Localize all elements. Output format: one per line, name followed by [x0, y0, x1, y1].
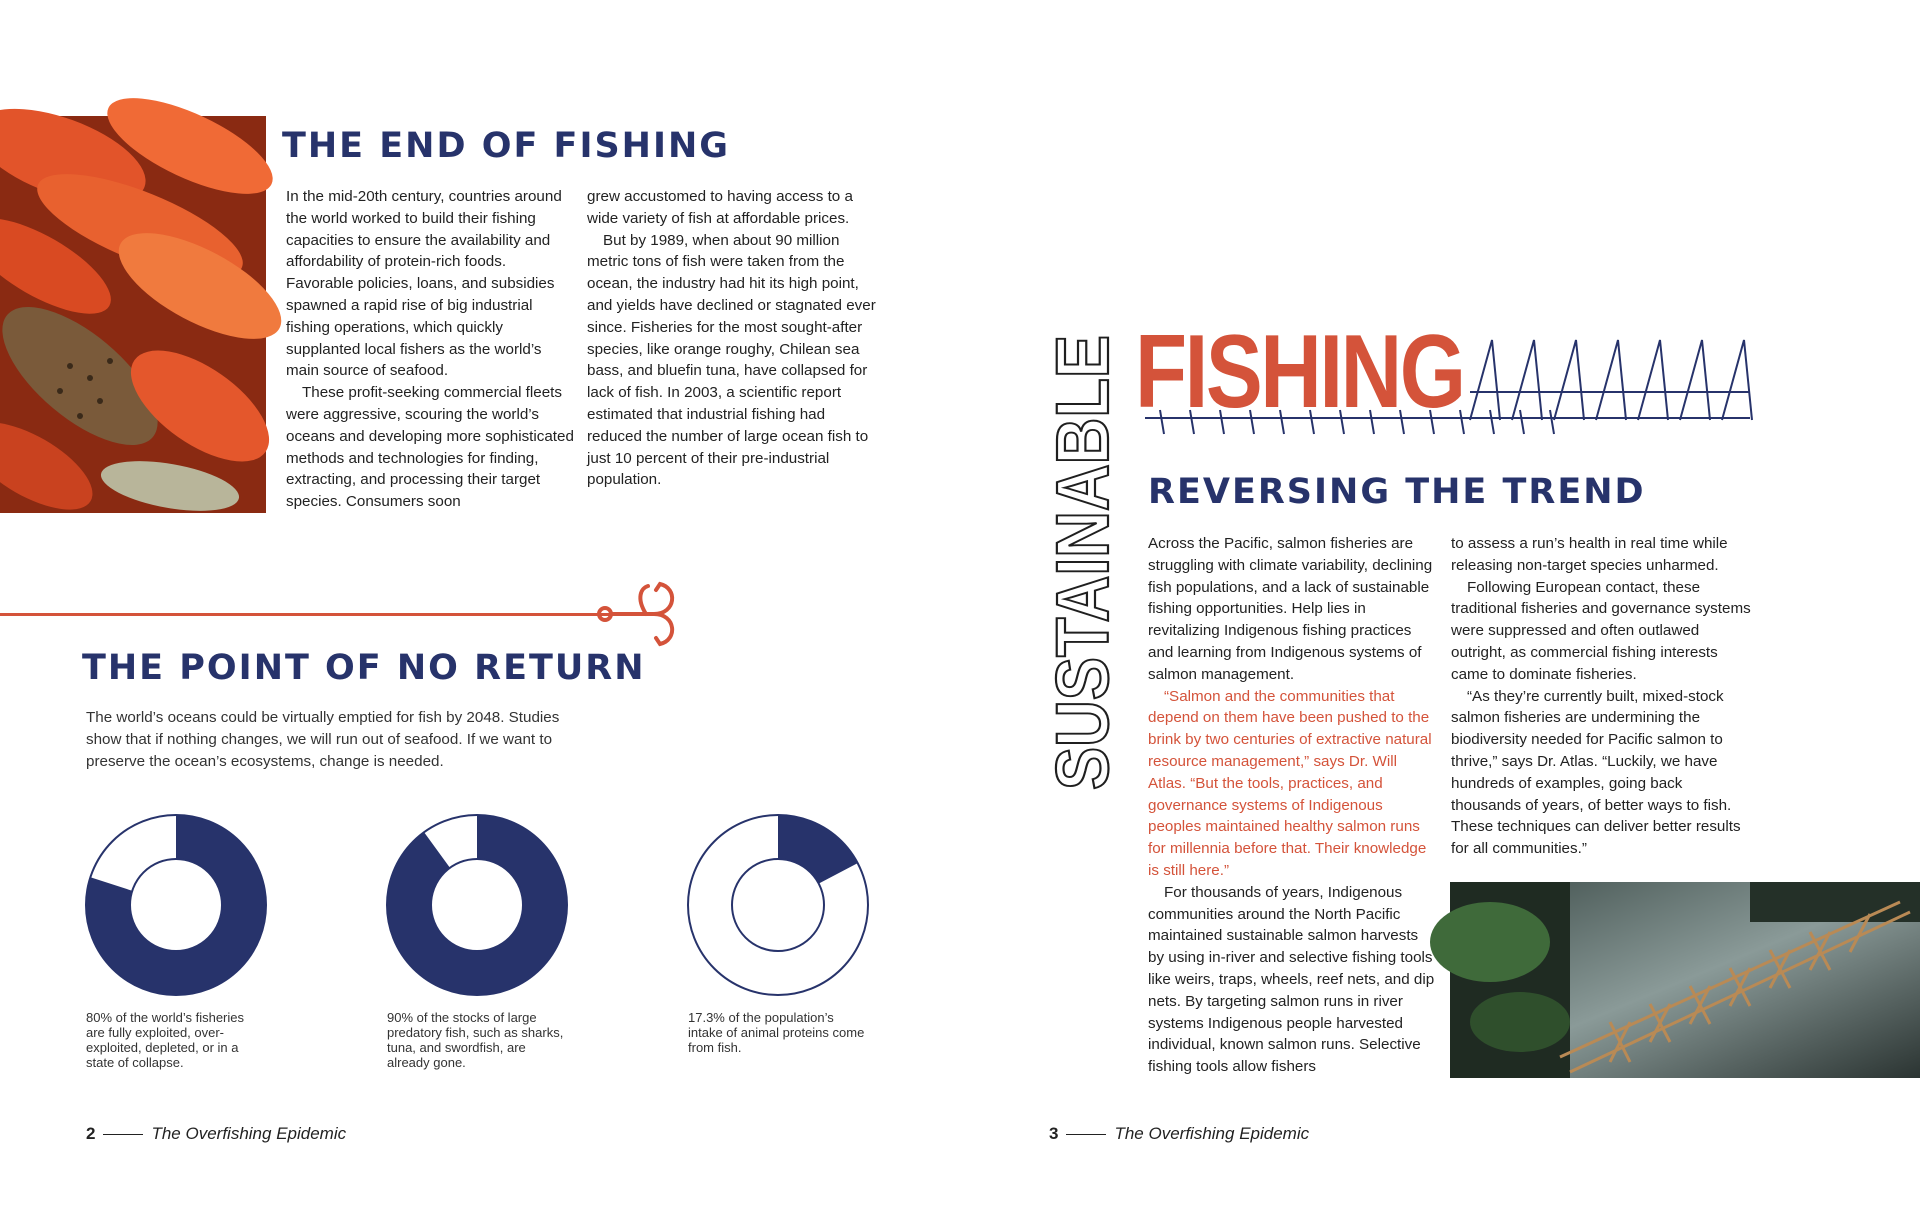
- net-peak-line: [1596, 340, 1626, 420]
- page-folio-right: [1049, 1124, 1309, 1144]
- net-drop-line: [1340, 410, 1344, 434]
- folio-rule: [1066, 1134, 1106, 1135]
- paragraph: to assess a run’s health in real time while releasing non-target species unharmed.: [1451, 535, 1728, 574]
- net-peak-line: [1470, 340, 1500, 420]
- net-drop-line: [1370, 410, 1374, 434]
- folio-rule: [103, 1134, 143, 1135]
- net-drop-line: [1550, 410, 1554, 434]
- point-of-no-return-intro: The world’s oceans could be virtually emptied for fish by 2048. Studies show that if nothing changes, we will run out of seafood. If we want to preserve the ocean’s ecosystems, change is needed.: [86, 709, 560, 770]
- running-title: The Overfishing Epidemic: [151, 1124, 347, 1143]
- net-drop-line: [1220, 410, 1224, 434]
- fishing-line-divider: [0, 613, 610, 616]
- page-number: 2: [86, 1124, 96, 1143]
- paragraph: These profit-seeking commercial fleets were aggressive, scouring the world’s oceans and developing more sophisticated methods and technologies for finding, extracting, and processing their target species. Consumers soon: [286, 384, 574, 511]
- stat-caption-fisheries: 80% of the world’s fisheries are fully exploited, over-exploited, depleted, or in a state of collapse.: [86, 1010, 245, 1070]
- page-number: 3: [1049, 1124, 1059, 1143]
- donut-chart-protein-from-fish: [686, 813, 870, 997]
- net-drop-line: [1190, 410, 1194, 434]
- pull-quote: “Salmon and the communities that depend on them have been pushed to the brink by two centuries of extractive natural resource management,” says Dr. Will Atlas. “But the tools, practices, and governance systems of Indigenous peoples maintained healthy salmon runs for millennia before that. Their knowledge is still here.”: [1148, 687, 1432, 879]
- paragraph: But by 1989, when about 90 million metric tons of fish were taken from the ocean, the industry had hit its high point, and yields have declined or stagnated ever since. Fisheries for the most sought-after species, like orange roughy, Chilean sea bass, and bluefin tuna, have collapsed for lack of fish. In 2003, a scientific report estimated that industrial fishing had reduced the number of large ocean fish to just 10 percent of their pre-industrial population.: [587, 231, 876, 489]
- stat-caption-protein: 17.3% of the population’s intake of animal proteins come from fish.: [688, 1010, 865, 1055]
- net-drop-line: [1520, 410, 1524, 434]
- treble-hook-icon: [596, 578, 688, 650]
- sustainable-vertical-title: [1041, 269, 1124, 790]
- net-peak-line: [1512, 340, 1542, 420]
- net-drop-line: [1280, 410, 1284, 434]
- end-of-fishing-column-1: [286, 186, 574, 513]
- page-folio-left: [86, 1124, 346, 1144]
- net-peak-line: [1638, 340, 1668, 420]
- net-drop-line: [1490, 410, 1494, 434]
- net-drop-line: [1250, 410, 1254, 434]
- reversing-column-1: [1148, 533, 1438, 1078]
- net-drop-line: [1400, 410, 1404, 434]
- fishing-net-graphic: [1140, 330, 1760, 440]
- sustainable-title-text: SUSTAINABLE: [1041, 269, 1124, 790]
- heading-end-of-fishing: THE END OF FISHING: [282, 126, 731, 166]
- paragraph: For thousands of years, Indigenous communities around the North Pacific maintained sustainable salmon harvests by using in-river and selective fishing tools like weirs, traps, wheels, reef nets, and dip nets. By targeting salmon runs in river systems Indigenous people harvested individual, known salmon runs. Selective fishing tools allow fishers: [1148, 883, 1435, 1076]
- donut-chart-fisheries-exploited: [84, 813, 268, 997]
- reversing-column-2: [1451, 533, 1751, 860]
- net-peak-line: [1554, 340, 1584, 420]
- net-drop-line: [1160, 410, 1164, 434]
- stat-caption-predatory-fish: 90% of the stocks of large predatory fish, such as sharks, tuna, and swordfish, are already gone.: [387, 1010, 564, 1070]
- donut-chart-predatory-fish-gone: [385, 813, 569, 997]
- paragraph: In the mid-20th century, countries around the world worked to build their fishing capacities to ensure the availability and affordability of protein-rich foods. Favorable policies, loans, and subsidies spawned a rapid rise of big industrial fishing operations, which quickly supplanted local fishers as the world’s main source of seafood.: [286, 188, 562, 380]
- net-peak-line: [1722, 340, 1752, 420]
- running-title: The Overfishing Epidemic: [1114, 1124, 1310, 1143]
- paragraph: “As they’re currently built, mixed-stock salmon fisheries are undermining the biodiversity needed for Pacific salmon to thrive,” says Dr. Atlas. “Luckily, we have hundreds of examples, going back thousands of years, of better ways to fish. These techniques can deliver better results for all communities.”: [1451, 687, 1741, 858]
- paragraph: Following European contact, these traditional fisheries and governance systems were suppressed and often outlawed outright, as commercial fishing interests came to dominate fisheries.: [1451, 578, 1751, 683]
- fish-market-photo: [0, 116, 266, 513]
- heading-point-of-no-return: THE POINT OF NO RETURN: [82, 648, 646, 688]
- paragraph: grew accustomed to having access to a wide variety of fish at affordable prices.: [587, 188, 853, 227]
- salmon-weir-photo: [1450, 882, 1920, 1078]
- net-drop-line: [1430, 410, 1434, 434]
- paragraph: Across the Pacific, salmon fisheries are struggling with climate variability, declining fish populations, and a lack of sustainable fishing opportunities. Help lies in revitalizing Indigenous fishing practices and learning from Indigenous systems of salmon management.: [1148, 535, 1433, 683]
- heading-reversing-the-trend: REVERSING THE TREND: [1148, 472, 1646, 512]
- fishing-title: FISHING: [1135, 314, 1464, 430]
- end-of-fishing-column-2: [587, 186, 877, 491]
- net-drop-line: [1310, 410, 1314, 434]
- net-drop-line: [1460, 410, 1464, 434]
- net-peak-line: [1680, 340, 1710, 420]
